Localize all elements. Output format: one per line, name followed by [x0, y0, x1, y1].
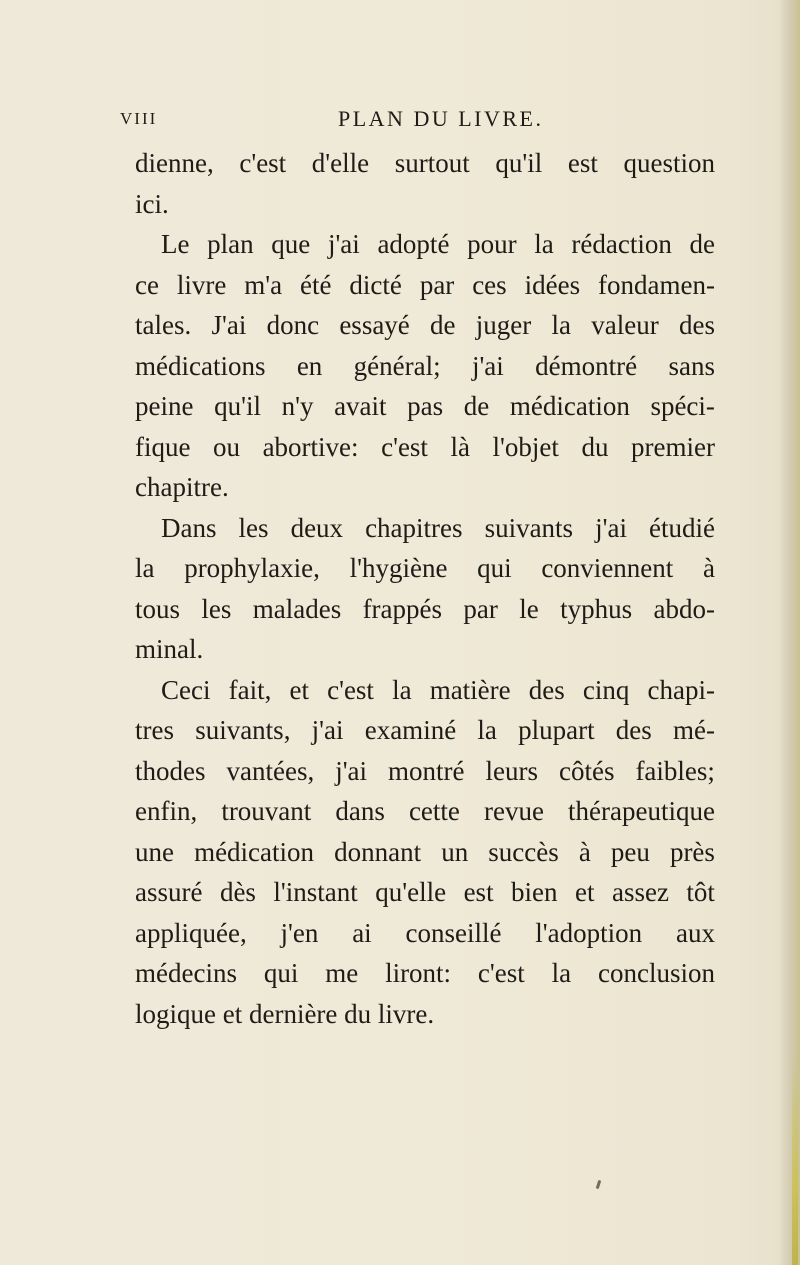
- text-line: tres suivants, j'ai examiné la plupart des mé-: [135, 715, 715, 745]
- text-line: peine qu'il n'y avait pas de médication spéci-: [135, 391, 715, 421]
- text-line: tous les malades frappés par le typhus abdo-: [135, 593, 715, 624]
- text-line: Ceci fait, et c'est la matière des cinq chapi-: [161, 674, 715, 705]
- running-head: [120, 106, 800, 143]
- text-line: la prophylaxie, l'hygiène qui conviennent à: [135, 553, 715, 583]
- body-text: [135, 143, 715, 1034]
- text-line: minal.: [135, 634, 204, 664]
- page-number: VIII: [120, 109, 158, 128]
- paper-speck: [596, 1180, 602, 1189]
- text-line: Le plan que j'ai adopté pour la rédaction de: [161, 229, 715, 259]
- text-line: une médication donnant un succès à peu près: [135, 836, 715, 867]
- text-line: logique et dernière du livre.: [135, 998, 435, 1029]
- text-line: médecins qui me liront: c'est la conclusion: [135, 958, 715, 988]
- text-line: enfin, trouvant dans cette revue thérapeutique: [135, 796, 715, 826]
- text-line: ici.: [135, 188, 169, 219]
- text-line: dienne, c'est d'elle surtout qu'il est question: [135, 148, 715, 178]
- text-line: tales. J'ai donc essayé de juger la valeur des: [135, 310, 715, 340]
- text-line: chapitre.: [135, 472, 229, 502]
- text-line: thodes vantées, j'ai montré leurs côtés faibles;: [135, 755, 715, 786]
- text-line: médications en général; j'ai démontré sans: [135, 350, 715, 381]
- text-line: fique ou abortive: c'est là l'objet du premier: [135, 431, 715, 462]
- text-line: appliquée, j'en ai conseillé l'adoption aux: [135, 917, 715, 948]
- text-line: assuré dès l'instant qu'elle est bien et assez tôt: [135, 877, 715, 907]
- text-line: Dans les deux chapitres suivants j'ai étudié: [161, 512, 715, 543]
- text-line: ce livre m'a été dicté par ces idées fondamen-: [135, 269, 715, 300]
- page-edge-stain: [792, 1060, 798, 1265]
- running-title: PLAN DU LIVRE.: [338, 106, 544, 131]
